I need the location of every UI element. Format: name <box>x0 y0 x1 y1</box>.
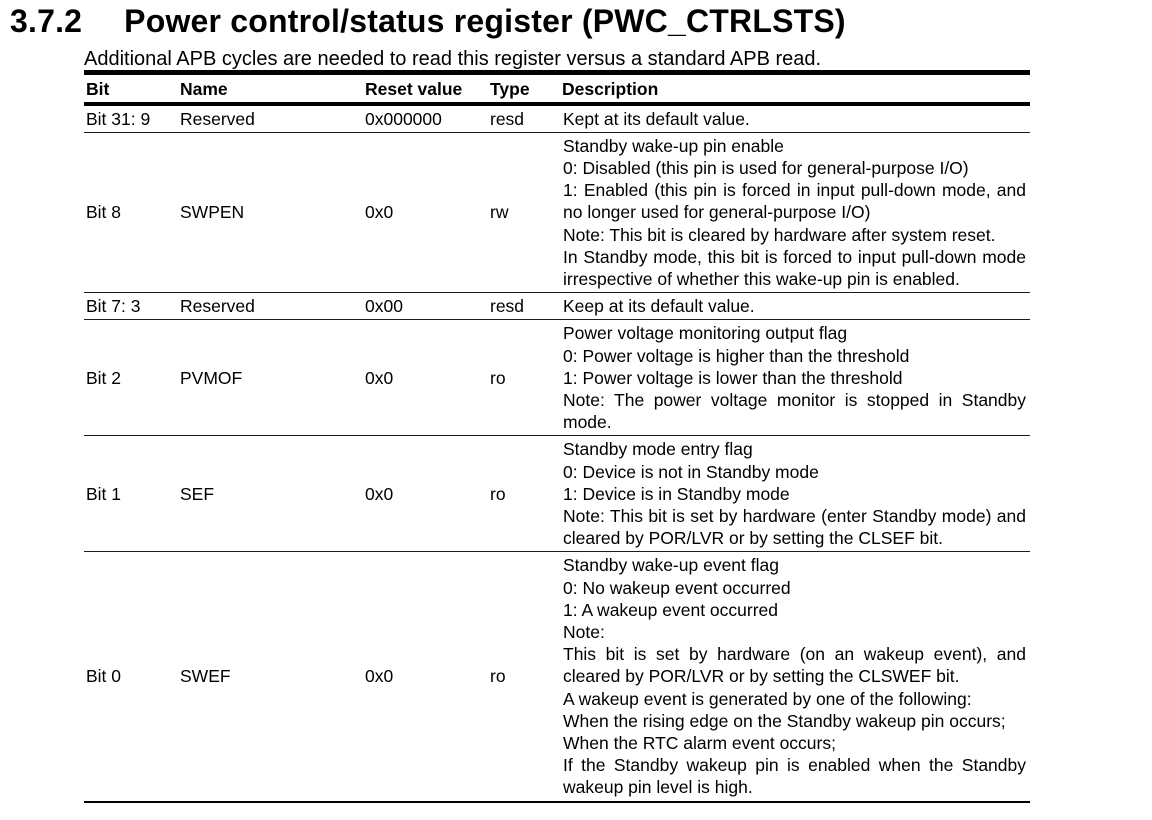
bit-cell: Bit 31: 9 <box>84 104 178 133</box>
name-cell: PVMOF <box>178 320 363 436</box>
description-paragraph: Kept at its default value. <box>563 108 750 129</box>
intro-text: Additional APB cycles are needed to read this register versus a standard APB read. <box>84 47 822 70</box>
description-paragraph: Note: This bit is set by hardware (enter Standby mode) and cleared by POR/LVR or by setting the CLSEF bit. <box>563 506 1026 549</box>
column-header-name: Name <box>178 72 363 104</box>
description-paragraph: Standby wake-up pin enable <box>563 135 784 156</box>
section-heading <box>10 5 1152 39</box>
type-cell: resd <box>488 293 560 320</box>
reset-value-cell: 0x0 <box>363 436 488 552</box>
name-cell: SWEF <box>178 552 363 802</box>
description-cell <box>560 552 1030 802</box>
bit-cell: Bit 7: 3 <box>84 293 178 320</box>
description-cell <box>560 320 1030 436</box>
description-paragraph: Keep at its default value. <box>563 296 755 317</box>
type-cell: resd <box>488 104 560 133</box>
header-row <box>84 72 1030 104</box>
description-cell <box>560 104 1030 133</box>
table-row <box>84 436 1030 552</box>
description-paragraph: Note: <box>563 622 605 643</box>
table-row <box>84 320 1030 436</box>
description-paragraph: Note: The power voltage monitor is stopped in Standby mode. <box>563 390 1026 433</box>
type-cell: ro <box>488 436 560 552</box>
description-paragraph: 1: Enabled (this pin is forced in input pull-down mode, and no longer used for general-purpose I/O) <box>563 180 1026 223</box>
name-cell: SEF <box>178 436 363 552</box>
description-paragraph: 0: No wakeup event occurred <box>563 577 791 598</box>
description-cell <box>560 132 1030 292</box>
column-header-reset-value: Reset value <box>363 72 488 104</box>
table-row <box>84 293 1030 320</box>
description-paragraph: 0: Device is not in Standby mode <box>563 461 819 482</box>
name-cell: Reserved <box>178 104 363 133</box>
type-cell: rw <box>488 132 560 292</box>
table-row <box>84 104 1030 133</box>
description-paragraph: 1: A wakeup event occurred <box>563 599 778 620</box>
description-paragraph: 1: Power voltage is lower than the threshold <box>563 367 903 388</box>
description-paragraph: 1: Device is in Standby mode <box>563 483 790 504</box>
register-table <box>84 70 1030 803</box>
description-paragraph: When the RTC alarm event occurs; <box>563 733 836 754</box>
column-header-bit: Bit <box>84 72 178 104</box>
description-paragraph: Standby mode entry flag <box>563 439 753 460</box>
column-header-type: Type <box>488 72 560 104</box>
description-paragraph: If the Standby wakeup pin is enabled when the Standby wakeup pin level is high. <box>563 755 1026 798</box>
description-paragraph: A wakeup event is generated by one of the following: <box>563 688 972 709</box>
bit-cell: Bit 1 <box>84 436 178 552</box>
name-cell: SWPEN <box>178 132 363 292</box>
bit-cell: Bit 8 <box>84 132 178 292</box>
type-cell: ro <box>488 320 560 436</box>
column-header-description: Description <box>560 72 1030 104</box>
name-cell: Reserved <box>178 293 363 320</box>
register-table-body <box>84 104 1030 802</box>
description-paragraph: 0: Disabled (this pin is used for general-purpose I/O) <box>563 158 969 178</box>
description-cell <box>560 436 1030 552</box>
reset-value-cell: 0x0 <box>363 132 488 292</box>
description-cell <box>560 293 1030 320</box>
reset-value-cell: 0x0 <box>363 552 488 802</box>
description-paragraph: Standby wake-up event flag <box>563 555 779 576</box>
section-number: 3.7.2 <box>10 3 83 39</box>
reset-value-cell: 0x000000 <box>363 104 488 133</box>
type-cell: ro <box>488 552 560 802</box>
bit-cell: Bit 0 <box>84 552 178 802</box>
description-paragraph: Power voltage monitoring output flag <box>563 323 848 344</box>
bit-cell: Bit 2 <box>84 320 178 436</box>
reset-value-cell: 0x00 <box>363 293 488 320</box>
description-paragraph: 0: Power voltage is higher than the threshold <box>563 345 910 366</box>
reset-value-cell: 0x0 <box>363 320 488 436</box>
register-table-header <box>84 72 1030 104</box>
page-title: Power control/status register (PWC_CTRLSTS) <box>124 3 846 39</box>
table-row <box>84 552 1030 802</box>
description-paragraph: When the rising edge on the Standby wakeup pin occurs; <box>563 710 1006 731</box>
description-paragraph: This bit is set by hardware (on an wakeup event), and cleared by POR/LVR or by setting the CLSWEF bit. <box>563 644 1026 687</box>
description-paragraph: Note: This bit is cleared by hardware after system reset. <box>563 224 996 245</box>
description-paragraph: In Standby mode, this bit is forced to input pull-down mode irrespective of whether this wake-up pin is enabled. <box>563 246 1026 290</box>
table-row <box>84 132 1030 292</box>
